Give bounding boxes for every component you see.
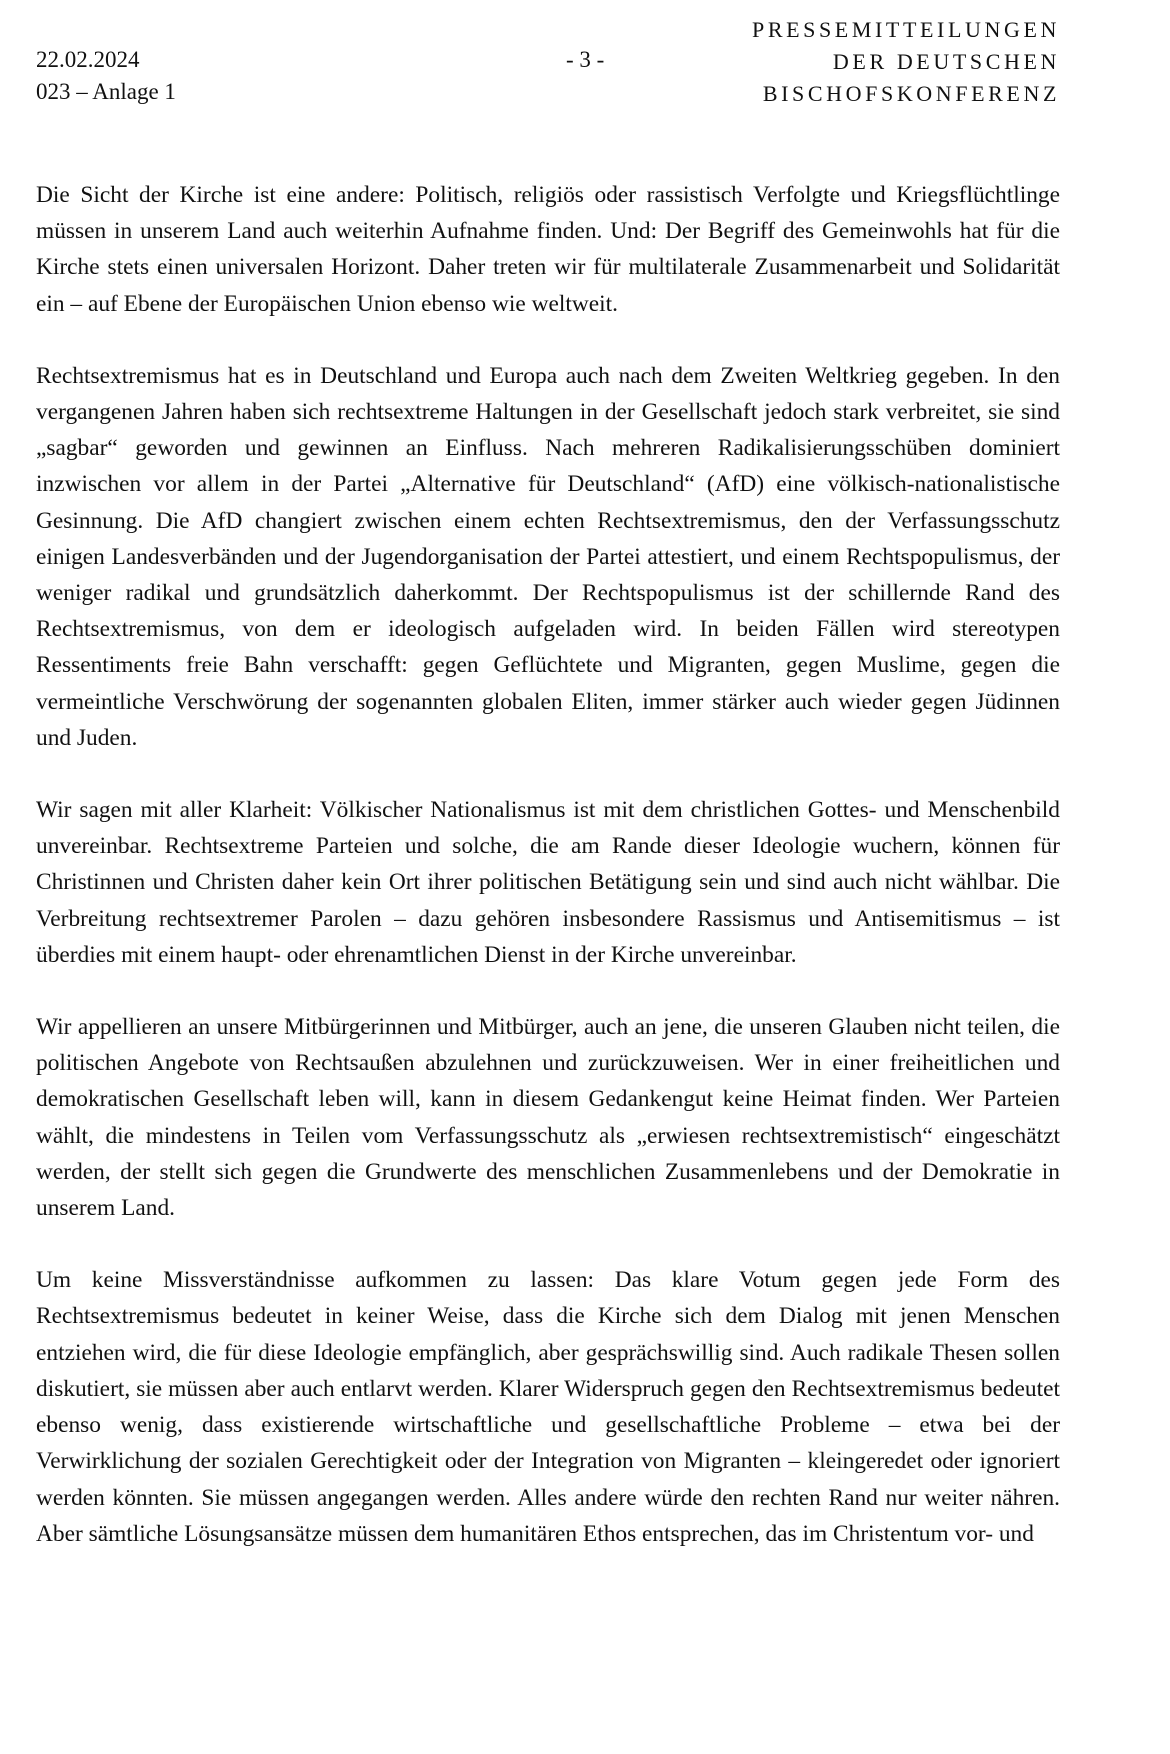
publisher-line-3: BISCHOFSKONFERENZ [762, 81, 1060, 106]
paragraph-4: Wir appellieren an unsere Mitbürgerinnen und Mitbürger, auch an jene, die unseren Glauben nicht teilen, die politischen Angebote von Rechtsaußen abzulehnen und zurückzuweisen. Wer in einer freiheitlichen und demokratischen Gesellschaft leben will, kann in diesem Gedankengut keine Heimat finden. Wer Parteien wählt, die mindestens in Teilen vom Verfassungsschutz als „erwiesen rechtsextremistisch“ eingeschätzt werden, der stellt sich gegen die Grundwerte des menschlichen Zusammenlebens und der Demokratie in unserem Land. [36, 1014, 1060, 1222]
publisher-line-1: PRESSEMITTEILUNGEN [751, 17, 1060, 42]
page-number: - 3 - [566, 47, 605, 72]
header-date: 22.02.2024 [36, 47, 140, 72]
paragraph-3: Wir sagen mit aller Klarheit: Völkischer Nationalismus ist mit dem christlichen Gottes- und Menschenbild unvereinbar. Rechtsextreme Parteien und solche, die am Rande dieser Ideologie wuchern, können für Christinnen und Christen daher kein Ort ihrer politischen Betätigung sein und sind auch nicht wählbar. Die Verbreitung rechtsextremer Parolen – dazu gehören insbesondere Rassismus und Antisemitismus – ist überdies mit einem haupt- oder ehrenamtlichen Dienst in der Kirche unvereinbar. [36, 797, 1060, 968]
page-header [36, 14, 1060, 114]
publisher-name [752, 14, 1060, 110]
header-reference: 023 – Anlage 1 [36, 79, 176, 104]
document-body [36, 177, 1060, 1588]
paragraph-1: Die Sicht der Kirche ist eine andere: Politisch, religiös oder rassistisch Verfolgte und Kriegsflüchtlinge müssen in unserem Land auch weiterhin Aufnahme finden. Und: Der Begriff des Gemeinwohls hat für die Kirche stets einen universalen Horizont. Daher treten wir für multilaterale Zusammenarbeit und Solidarität ein – auf Ebene der Europäischen Union ebenso wie weltweit. [36, 182, 1060, 317]
header-left-block [36, 44, 176, 108]
paragraph-2: Rechtsextremismus hat es in Deutschland und Europa auch nach dem Zweiten Weltkrieg gegeben. In den vergangenen Jahren haben sich rechtsextreme Haltungen in der Gesellschaft jedoch stark verbreitet, sie sind „sagbar“ geworden und gewinnen an Einfluss. Nach mehreren Radikalisierungsschüben dominiert inzwischen vor allem in der Partei „Alternative für Deutschland“ (AfD) eine völkisch-nationalistische Gesinnung. Die AfD changiert zwischen einem echten Rechtsextremismus, den der Verfassungsschutz einigen Landesverbänden und der Jugendorganisation der Partei attestiert, und einem Rechtspopulismus, der weniger radikal und grundsätzlich daherkommt. Der Rechtspopulismus ist der schillernde Rand des Rechtsextremismus, von dem er ideologisch aufgeladen wird. In beiden Fällen wird stereotypen Ressentiments freie Bahn verschafft: gegen Geflüchtete und Migranten, gegen Muslime, gegen die vermeintliche Verschwörung der sogenannten globalen Eliten, immer stärker auch wieder gegen Jüdinnen und Juden. [36, 362, 1060, 751]
publisher-line-2: DER DEUTSCHEN [832, 49, 1060, 74]
paragraph-5: Um keine Missverständnisse aufkommen zu lassen: Das klare Votum gegen jede Form des Rechtsextremismus bedeutet in keiner Weise, dass die Kirche sich dem Dialog mit jenen Menschen entziehen wird, die für diese Ideologie empfänglich, aber gesprächswillig sind. Auch radikale Thesen sollen diskutiert, sie müssen aber auch entlarvt werden. Klarer Widerspruch gegen den Rechtsextremismus bedeutet ebenso wenig, dass existierende wirtschaftliche und gesellschaftliche Probleme – etwa bei der Verwirklichung der sozialen Gerechtigkeit oder der Integration von Migranten – kleingeredet oder ignoriert werden könnten. Sie müssen angegangen werden. Alles andere würde den rechten Rand nur weiter nähren. Aber sämtliche Lösungsansätze müssen dem humanitären Ethos entsprechen, das im Christentum vor- und [36, 1267, 1060, 1547]
